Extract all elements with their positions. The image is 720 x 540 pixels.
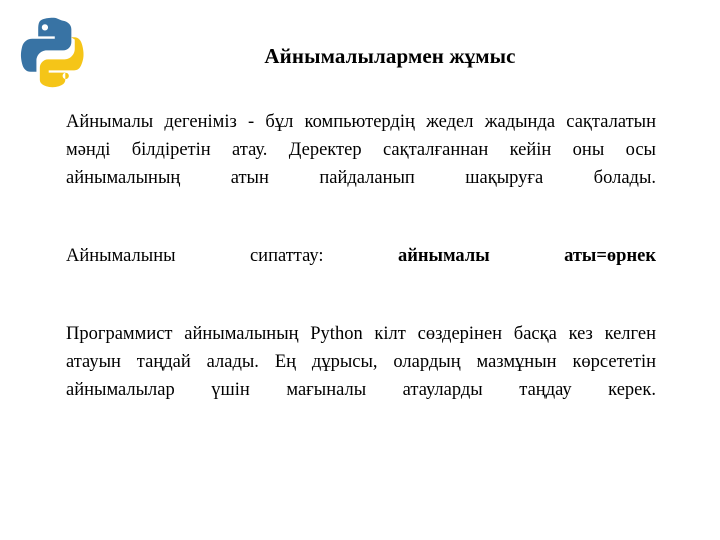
python-logo (18, 14, 92, 88)
paragraph-naming: Программист айнымалының Python кілт сөздерінен басқа кез келген атауын таңдай алады. Ең дұрысы, олардың мазмұнын көрсететін айнымалылар үшін мағыналы атауларды таңдау керек. (66, 323, 656, 400)
syntax-lead-text: Айнымалыны сипаттау: (66, 246, 398, 267)
paragraph-definition: Айнымалы дегеніміз - бұл компьютердің жедел жадында сақталатын мәнді білдіретін атау. Деректер сақталғаннан кейін оны осы айнымалының атын пайдаланып шақыруға болады. (66, 112, 656, 189)
page-title: Айнымалылармен жұмыс (264, 44, 516, 68)
paragraph-syntax (66, 242, 656, 298)
slide-body (66, 108, 656, 432)
syntax-emphasis-text: айнымалы аты=өрнек (397, 246, 656, 267)
